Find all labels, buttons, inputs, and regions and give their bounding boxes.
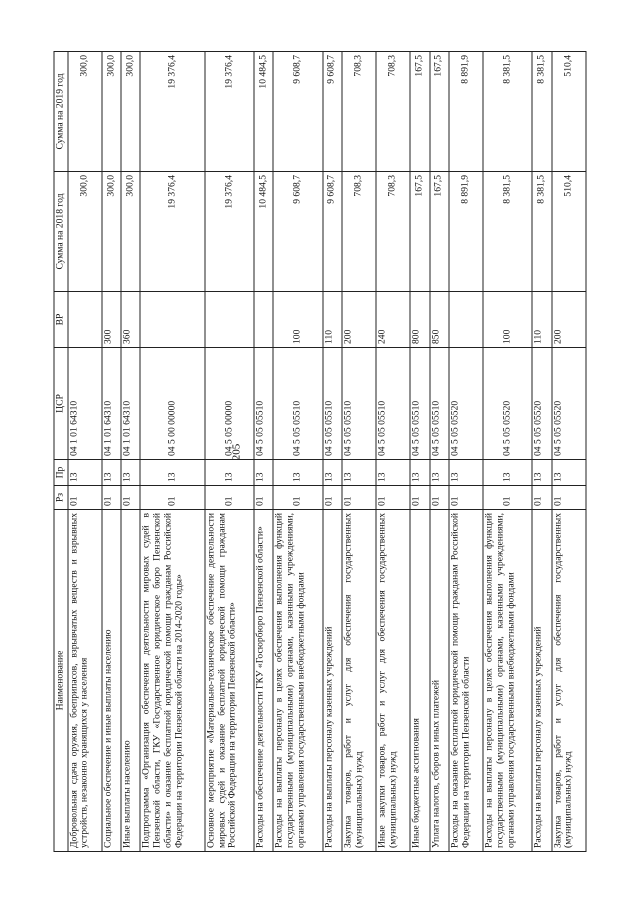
cell-sum-2019: 8 381,5 <box>532 52 551 172</box>
table-row <box>323 52 342 852</box>
cell-rz: 01 <box>68 486 102 510</box>
cell-csr: 04 5 05 05520 <box>483 348 532 460</box>
table-body <box>68 52 586 852</box>
header-name: Наименование <box>54 510 68 852</box>
table-row <box>205 52 254 852</box>
cell-sum-2019: 300,0 <box>68 52 102 172</box>
cell-sum-2018: 19 376,4 <box>205 172 254 292</box>
cell-vr: 240 <box>376 292 410 348</box>
cell-pr: 13 <box>68 460 102 486</box>
cell-rz: 01 <box>102 486 121 510</box>
cell-rz: 01 <box>410 486 429 510</box>
cell-pr: 13 <box>342 460 376 486</box>
table-row <box>121 52 140 852</box>
cell-csr: 04 5 00 00000 <box>140 348 204 460</box>
cell-vr: 100 <box>483 292 532 348</box>
cell-vr <box>449 292 483 348</box>
cell-sum-2018: 8 381,5 <box>483 172 532 292</box>
cell-sum-2018: 8 891,9 <box>449 172 483 292</box>
cell-sum-2019: 300,0 <box>102 52 121 172</box>
cell-name: Иные выплаты населению <box>121 510 140 852</box>
cell-sum-2019: 708,3 <box>342 52 376 172</box>
cell-pr: 13 <box>140 460 204 486</box>
cell-name: Расходы на выплаты персоналу казенных учреждений <box>323 510 342 852</box>
cell-csr: 04 5 05 05520 <box>532 348 551 460</box>
cell-csr: 04 5 05 05520 <box>552 348 586 460</box>
cell-sum-2018: 300,0 <box>121 172 140 292</box>
cell-vr <box>140 292 204 348</box>
cell-pr: 13 <box>102 460 121 486</box>
table-row <box>273 52 322 852</box>
cell-name: Подпрограмма «Организация обеспечения деятельности мировых судей в Пензенской области, ГКУ «Государственное юридическое бюро Пензенской области» и оказание бесплатной юридической помощи гражданам Российской Федерации на территории Пензенской области на 2014-2020 годы» <box>140 510 204 852</box>
header-sum-2018: Сумма на 2018 год <box>54 172 68 292</box>
cell-pr: 13 <box>254 460 273 486</box>
cell-sum-2019: 9 608,7 <box>323 52 342 172</box>
cell-sum-2019: 8 381,5 <box>483 52 532 172</box>
page-number: 205 <box>230 443 243 461</box>
cell-vr: 110 <box>532 292 551 348</box>
cell-vr <box>254 292 273 348</box>
cell-vr: 850 <box>430 292 449 348</box>
cell-name: Расходы на выплаты персоналу в целях обеспечения выполнения функций государственными (муниципальными) органами, казенными учреждениями, органами управления государственными внебюджетными фондами <box>483 510 532 852</box>
cell-rz: 01 <box>430 486 449 510</box>
table-row <box>342 52 376 852</box>
cell-rz: 01 <box>273 486 322 510</box>
cell-name: Уплата налогов, сборов и иных платежей <box>430 510 449 852</box>
cell-sum-2018: 9 608,7 <box>323 172 342 292</box>
cell-pr: 13 <box>121 460 140 486</box>
cell-csr: 04 5 05 05510 <box>376 348 410 460</box>
cell-sum-2019: 708,3 <box>376 52 410 172</box>
cell-name: Социальное обеспечение и иные выплаты населению <box>102 510 121 852</box>
cell-name: Добровольная сдача оружия, боеприпасов, взрывчатых веществ и взрывных устройств, незаконно хранящихся у населения <box>68 510 102 852</box>
cell-rz: 01 <box>376 486 410 510</box>
cell-sum-2019: 300,0 <box>121 52 140 172</box>
cell-sum-2018: 167,5 <box>410 172 429 292</box>
cell-rz: 01 <box>342 486 376 510</box>
cell-csr: 04 5 05 05510 <box>323 348 342 460</box>
cell-csr: 04 1 01 64310 <box>121 348 140 460</box>
cell-csr: 04 5 05 05510 <box>430 348 449 460</box>
table-row <box>68 52 102 852</box>
cell-sum-2018: 300,0 <box>68 172 102 292</box>
cell-name: Расходы на обеспечение деятельности ГКУ «Госюрбюро Пензенской области» <box>254 510 273 852</box>
cell-name: Расходы на выплаты персоналу в целях обеспечения выполнения функций государственными (муниципальными) органами, казенными учреждениями, органами управления государственными внебюджетными фондами <box>273 510 322 852</box>
table-row <box>140 52 204 852</box>
cell-pr: 13 <box>205 460 254 486</box>
cell-name: Закупка товаров, работ и услуг для обеспечения государственных (муниципальных) нужд <box>552 510 586 852</box>
cell-rz: 01 <box>323 486 342 510</box>
cell-pr: 13 <box>273 460 322 486</box>
table-row <box>449 52 483 852</box>
cell-sum-2019: 10 484,5 <box>254 52 273 172</box>
table-row <box>483 52 532 852</box>
cell-sum-2019: 8 891,9 <box>449 52 483 172</box>
cell-rz: 01 <box>552 486 586 510</box>
table-row <box>410 52 429 852</box>
table-row <box>430 52 449 852</box>
cell-sum-2018: 167,5 <box>430 172 449 292</box>
table-row <box>102 52 121 852</box>
cell-vr: 100 <box>273 292 322 348</box>
cell-rz: 01 <box>532 486 551 510</box>
cell-rz: 01 <box>449 486 483 510</box>
header-csr: ЦСР <box>54 348 68 460</box>
cell-csr: 04 5 05 05520 <box>449 348 483 460</box>
cell-pr: 13 <box>323 460 342 486</box>
cell-name: Основное мероприятие «Материально-техническое обеспечение деятельности мировых судей и оказание бесплатной юридической помощи гражданам Российской Федерации на территории Пензенской области» <box>205 510 254 852</box>
cell-csr: 04 5 05 05510 <box>273 348 322 460</box>
cell-vr: 800 <box>410 292 429 348</box>
cell-name: Закупка товаров, работ и услуг для обеспечения государственных (муниципальных) нужд <box>342 510 376 852</box>
cell-sum-2018: 9 608,7 <box>273 172 322 292</box>
cell-sum-2018: 8 381,5 <box>532 172 551 292</box>
cell-rz: 01 <box>140 486 204 510</box>
table-row <box>532 52 551 852</box>
cell-pr: 13 <box>532 460 551 486</box>
cell-name: Расходы на оказание бесплатной юридической помощи гражданам Российской Федерации на территории Пензенской области <box>449 510 483 852</box>
table-row <box>552 52 586 852</box>
budget-table <box>54 51 587 852</box>
cell-csr: 04 5 05 05510 <box>254 348 273 460</box>
cell-vr: 110 <box>323 292 342 348</box>
header-rz: Рз <box>54 486 68 510</box>
cell-vr <box>68 292 102 348</box>
cell-rz: 01 <box>205 486 254 510</box>
cell-rz: 01 <box>121 486 140 510</box>
cell-rz: 01 <box>483 486 532 510</box>
cell-sum-2019: 9 608,7 <box>273 52 322 172</box>
table-header-row <box>54 52 68 852</box>
cell-csr: 04 5 05 00000 <box>205 348 254 460</box>
cell-csr: 04 5 05 05510 <box>410 348 429 460</box>
cell-sum-2018: 708,3 <box>342 172 376 292</box>
cell-pr: 13 <box>552 460 586 486</box>
cell-sum-2019: 19 376,4 <box>205 52 254 172</box>
cell-sum-2018: 300,0 <box>102 172 121 292</box>
cell-pr: 13 <box>430 460 449 486</box>
cell-vr <box>205 292 254 348</box>
cell-vr: 200 <box>342 292 376 348</box>
rotated-table-container <box>54 52 587 852</box>
header-pr: Пр <box>54 460 68 486</box>
cell-name: Иные бюджетные ассигнования <box>410 510 429 852</box>
header-sum-2019: Сумма на 2019 год <box>54 52 68 172</box>
cell-sum-2018: 10 484,5 <box>254 172 273 292</box>
cell-vr: 360 <box>121 292 140 348</box>
cell-pr: 13 <box>376 460 410 486</box>
cell-sum-2019: 167,5 <box>430 52 449 172</box>
cell-pr: 13 <box>449 460 483 486</box>
cell-sum-2018: 510,4 <box>552 172 586 292</box>
cell-name: Расходы на выплаты персоналу казенных учреждений <box>532 510 551 852</box>
cell-csr: 04 1 01 64310 <box>68 348 102 460</box>
cell-vr: 300 <box>102 292 121 348</box>
cell-csr: 04 5 05 05510 <box>342 348 376 460</box>
cell-csr: 04 1 01 64310 <box>102 348 121 460</box>
cell-sum-2018: 19 376,4 <box>140 172 204 292</box>
cell-sum-2019: 167,5 <box>410 52 429 172</box>
cell-sum-2019: 510,4 <box>552 52 586 172</box>
cell-vr: 200 <box>552 292 586 348</box>
table-row <box>254 52 273 852</box>
header-vr: ВР <box>54 292 68 348</box>
cell-pr: 13 <box>483 460 532 486</box>
table-row <box>376 52 410 852</box>
cell-name: Иные закупки товаров, работ и услуг для обеспечения государственных (муниципальных) нужд <box>376 510 410 852</box>
cell-pr: 13 <box>410 460 429 486</box>
cell-sum-2019: 19 376,4 <box>140 52 204 172</box>
cell-sum-2018: 708,3 <box>376 172 410 292</box>
cell-rz: 01 <box>254 486 273 510</box>
